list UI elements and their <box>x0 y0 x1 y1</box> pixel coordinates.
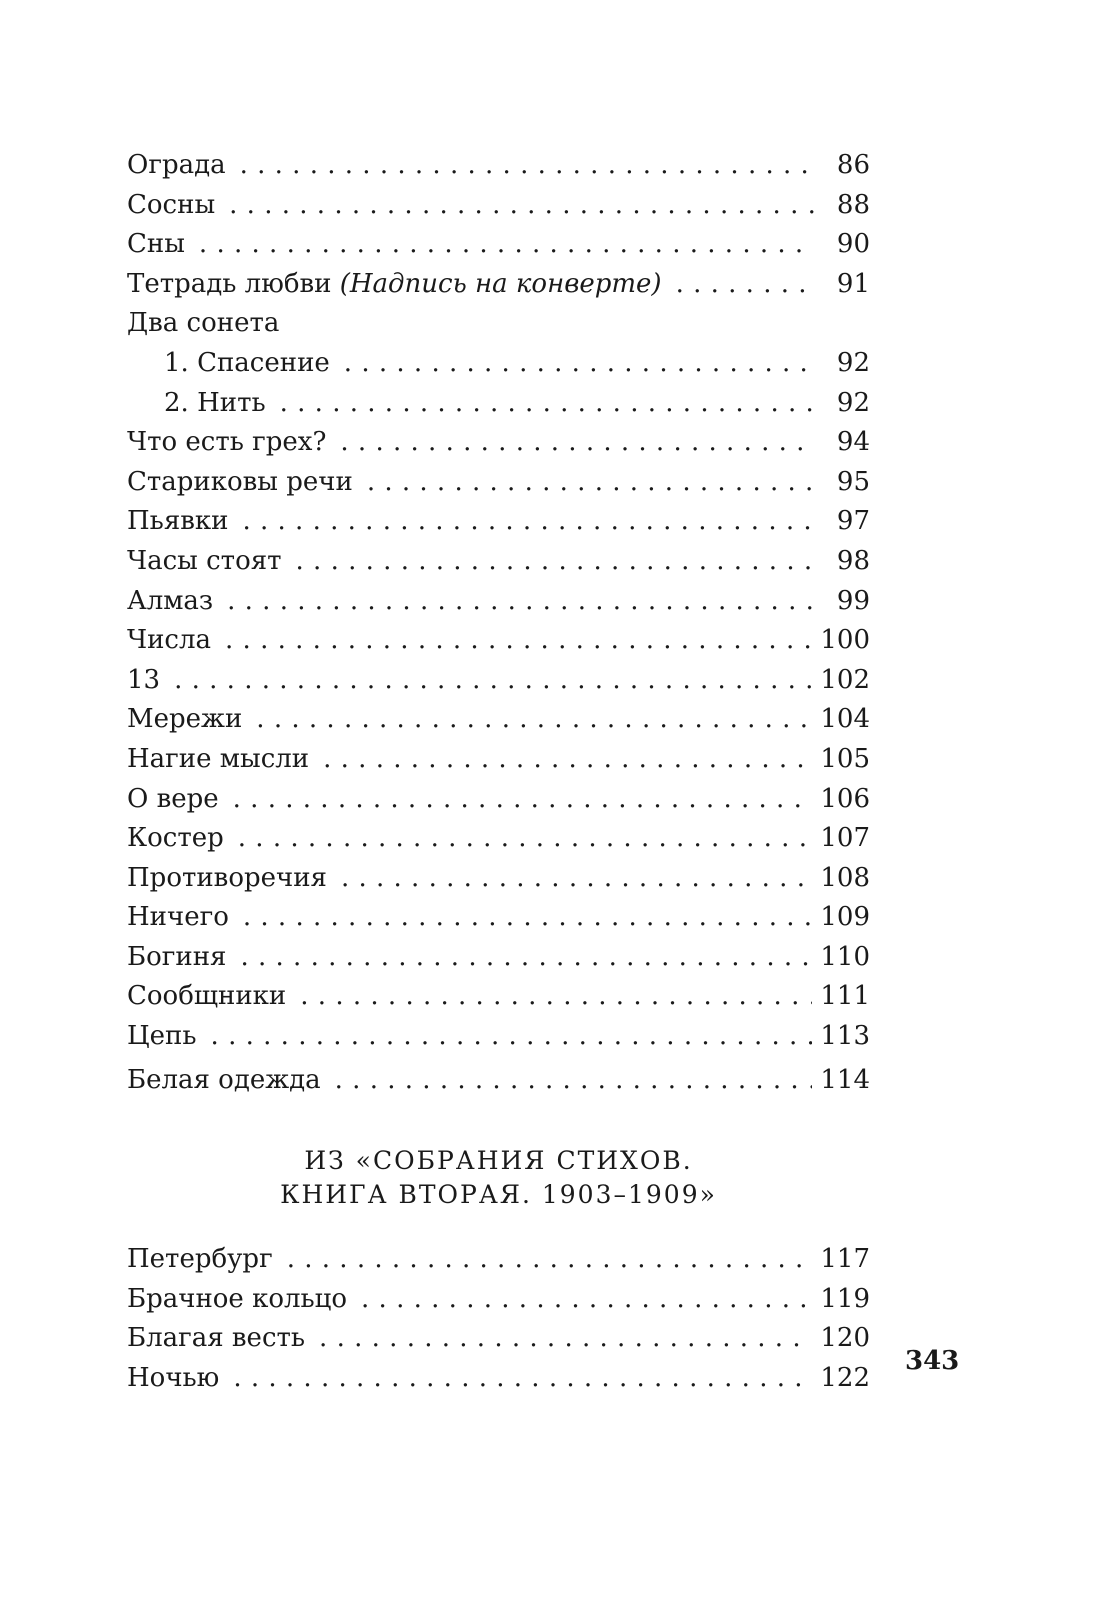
toc-entry-title <box>127 582 213 622</box>
section-heading-line-1: ИЗ «СОБРАНИЯ СТИХОВ. <box>304 1146 693 1176</box>
toc-entry-title <box>127 542 282 582</box>
dot-leader <box>256 700 812 740</box>
toc-entry-title <box>127 1359 219 1399</box>
toc-entry-title-text: Ничего <box>127 902 229 933</box>
toc-entry-page: 97 <box>836 506 870 537</box>
toc-entry-title-text: Цепь <box>127 1021 197 1052</box>
dot-leader <box>296 542 814 582</box>
toc-entry-title <box>127 621 211 661</box>
toc-entry-page: 105 <box>820 743 870 774</box>
dot-leader <box>227 582 814 622</box>
dot-leader <box>238 819 813 859</box>
toc-entry-title <box>127 661 160 701</box>
dot-leader <box>225 621 812 661</box>
dot-leader <box>233 780 813 820</box>
dot-leader <box>199 225 814 265</box>
dot-leader <box>676 265 814 305</box>
toc-entry-title <box>127 977 286 1017</box>
toc-entry-title-text: Пьявки <box>127 506 229 537</box>
toc-entry-title-text: Числа <box>127 625 212 656</box>
toc-entry <box>127 1359 870 1399</box>
toc-entry <box>127 344 870 384</box>
toc-entry-page: 120 <box>820 1323 870 1354</box>
toc-entry-page: 100 <box>820 625 870 656</box>
toc-entry <box>127 780 870 820</box>
toc-entry <box>127 582 870 622</box>
toc-entry-title-text: Ночью <box>127 1363 220 1394</box>
dot-leader <box>240 938 812 978</box>
toc-entry-title-text: Нагие мысли <box>127 743 310 774</box>
toc-entry-page: 107 <box>820 823 870 854</box>
toc-entry-page: 92 <box>836 347 870 378</box>
toc-entry-page: 95 <box>836 466 870 497</box>
table-of-contents <box>127 146 870 1399</box>
toc-entry <box>127 819 870 859</box>
toc-entry-title-text: Мережи <box>127 704 243 735</box>
toc-entry <box>127 1017 870 1057</box>
toc-entry-title-text: Сообщники <box>127 981 287 1012</box>
toc-entry <box>127 1280 870 1320</box>
toc-entry-title-text: Алмаз <box>127 585 214 616</box>
toc-entry-subtitle: (Надпись на конверте) <box>339 268 662 299</box>
toc-entry <box>127 502 870 542</box>
dot-leader <box>341 859 812 899</box>
dot-leader <box>319 1319 812 1359</box>
toc-entry-page: 98 <box>836 545 870 576</box>
toc-entry-title-text: Стариковы речи <box>127 466 353 497</box>
section-heading-line-2: КНИГА ВТОРАЯ. 1903–1909» <box>280 1180 717 1210</box>
dot-leader <box>287 1240 813 1280</box>
toc-entry-page: 104 <box>820 704 870 735</box>
toc-entry-title <box>127 502 228 542</box>
toc-entry-page: 88 <box>836 189 870 220</box>
toc-entry-title <box>127 265 662 305</box>
section-heading <box>127 1144 870 1212</box>
toc-entry <box>127 225 870 265</box>
toc-entry-page: 113 <box>820 1021 870 1052</box>
toc-entry <box>127 186 870 226</box>
dot-leader <box>243 898 813 938</box>
toc-entry-page: 110 <box>820 941 870 972</box>
toc-entry-page: 114 <box>820 1064 870 1095</box>
toc-entry-title-text: Брачное кольцо <box>127 1283 348 1314</box>
toc-entry-title-text: О вере <box>127 783 219 814</box>
toc-entry <box>127 146 870 186</box>
toc-entry <box>127 384 870 424</box>
toc-entry-title <box>127 740 309 780</box>
dot-leader <box>240 146 814 186</box>
toc-entry <box>127 740 870 780</box>
toc-entry-page: 122 <box>820 1363 870 1394</box>
toc-entry-page: 102 <box>820 664 870 695</box>
toc-entry-title <box>127 423 326 463</box>
toc-entry-page: 92 <box>836 387 870 418</box>
toc-entry-title-text: Противоречия <box>127 862 327 893</box>
toc-entry <box>127 661 870 701</box>
toc-entry <box>127 938 870 978</box>
toc-entry-title-text: Сосны <box>127 189 216 220</box>
toc-entry-page: 109 <box>820 902 870 933</box>
toc-entry-title-text: Благая весть <box>127 1323 306 1354</box>
dot-leader <box>335 1061 813 1101</box>
toc-entry-page: 111 <box>820 981 870 1012</box>
toc-entry-title-text: Богиня <box>127 941 227 972</box>
toc-entry <box>127 423 870 463</box>
toc-entry <box>127 1240 870 1280</box>
dot-leader <box>229 186 814 226</box>
dot-leader <box>211 1017 813 1057</box>
toc-entry <box>127 463 870 503</box>
toc-entry <box>127 1319 870 1359</box>
dot-leader <box>300 977 812 1017</box>
toc-entry-title <box>127 859 327 899</box>
toc-entry-title <box>127 1319 305 1359</box>
toc-entry-page: 99 <box>836 585 870 616</box>
toc-entry-title <box>127 1017 197 1057</box>
dot-leader <box>280 384 814 424</box>
toc-entry-title-text: 2. Нить <box>164 387 266 418</box>
toc-entry-title <box>127 938 226 978</box>
dot-leader <box>344 344 814 384</box>
toc-entry-page: 117 <box>820 1244 870 1275</box>
dot-leader <box>323 740 812 780</box>
toc-entry <box>127 977 870 1017</box>
toc-entry <box>127 621 870 661</box>
toc-entry-title <box>127 1240 273 1280</box>
toc-entry-title <box>127 1061 321 1101</box>
dot-leader <box>242 502 814 542</box>
toc-entry-page: 108 <box>820 862 870 893</box>
page-number: 343 <box>905 1346 960 1376</box>
toc-entry-title <box>127 384 266 424</box>
toc-entry-title-text: Два сонета <box>127 308 280 339</box>
toc-entry-title-text: Белая одежда <box>127 1064 321 1095</box>
toc-list-second-book <box>127 1240 870 1398</box>
toc-entry-title-text: Что есть грех? <box>127 427 327 458</box>
toc-entry-title <box>127 1280 347 1320</box>
toc-entry-page: 106 <box>820 783 870 814</box>
dot-leader <box>361 1280 812 1320</box>
toc-entry-page: 91 <box>836 268 870 299</box>
toc-entry <box>127 898 870 938</box>
toc-entry-title-text: Тетрадь любви <box>127 268 340 299</box>
toc-entry-page: 86 <box>836 150 870 180</box>
toc-entry-title <box>127 344 330 384</box>
toc-list-main <box>127 146 870 1100</box>
toc-entry-title-text: Ограда <box>127 150 226 180</box>
toc-entry <box>127 542 870 582</box>
dot-leader <box>233 1359 812 1399</box>
toc-entry <box>127 700 870 740</box>
dot-leader <box>174 661 812 701</box>
dot-leader <box>367 463 814 503</box>
dot-leader <box>340 423 814 463</box>
toc-entry-title <box>127 304 279 344</box>
toc-entry-title <box>127 186 215 226</box>
toc-entry-title-text: Часы стоят <box>127 545 282 576</box>
toc-entry-title <box>127 463 353 503</box>
toc-entry-title-text: Костер <box>127 823 224 854</box>
toc-entry-title-text: 1. Спасение <box>164 347 330 378</box>
toc-entry-page: 94 <box>836 427 870 458</box>
toc-entry-title <box>127 146 226 186</box>
toc-entry <box>127 304 870 344</box>
toc-entry-title <box>127 780 219 820</box>
toc-entry <box>127 1061 870 1101</box>
toc-entry <box>127 265 870 305</box>
toc-entry-page: 90 <box>836 229 870 260</box>
toc-entry-title <box>127 819 224 859</box>
toc-entry-title <box>127 700 242 740</box>
toc-entry <box>127 859 870 899</box>
toc-entry-page: 119 <box>820 1283 870 1314</box>
toc-entry-title-text: Петербург <box>127 1244 273 1275</box>
toc-entry-title-text: Сны <box>127 229 185 260</box>
toc-entry-title <box>127 898 229 938</box>
toc-entry-title-text: 13 <box>127 664 161 695</box>
toc-entry-title <box>127 225 185 265</box>
